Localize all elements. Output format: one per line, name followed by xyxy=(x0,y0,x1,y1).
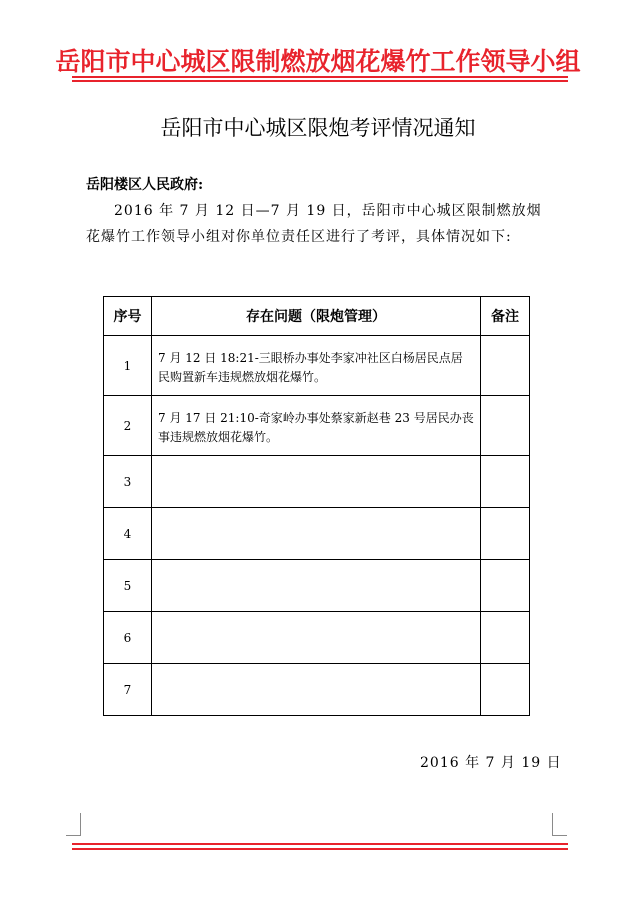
row-remark xyxy=(481,508,530,560)
crop-mark-right xyxy=(552,813,567,836)
row-issue xyxy=(152,560,481,612)
row-seq: 2 xyxy=(104,396,152,456)
row-seq: 3 xyxy=(104,456,152,508)
row-seq: 7 xyxy=(104,664,152,716)
table-row xyxy=(104,508,530,560)
crop-mark-left xyxy=(66,813,81,836)
row-issue-text: 7 月 17 日 21:10-奇家岭办事处蔡家新赵巷 23 号居民办丧事违规燃放烟花爆竹。 xyxy=(158,410,474,444)
salutation: 岳阳楼区人民政府: xyxy=(86,177,204,193)
row-issue xyxy=(152,508,481,560)
row-seq: 6 xyxy=(104,612,152,664)
row-issue-text: 7 月 12 日 18:21-三眼桥办事处李家冲社区白杨居民点居民购置新车违规燃放烟花爆竹。 xyxy=(158,350,463,384)
row-remark xyxy=(481,612,530,664)
row-remark xyxy=(481,336,530,396)
row-remark xyxy=(481,456,530,508)
header-issue: 存在问题（限炮管理） xyxy=(152,297,481,336)
row-seq: 1 xyxy=(104,336,152,396)
row-remark xyxy=(481,664,530,716)
body-paragraph: 2016 年 7 月 12 日—7 月 19 日，岳阳市中心城区限制燃放烟花爆竹工作领导小组对你单位责任区进行了考评，具体情况如下: xyxy=(86,203,542,245)
table-header-row xyxy=(104,297,530,336)
footer-red-rule-top xyxy=(72,843,568,845)
row-issue xyxy=(152,336,481,396)
document-title: 岳阳市中心城区限炮考评情况通知 xyxy=(160,116,476,140)
issue-date: 2016 年 7 月 19 日 xyxy=(420,755,562,771)
table-row xyxy=(104,456,530,508)
table-row xyxy=(104,664,530,716)
row-issue xyxy=(152,456,481,508)
issuing-organization-header: 岳阳市中心城区限制燃放烟花爆竹工作领导小组 xyxy=(55,47,581,76)
row-remark xyxy=(481,560,530,612)
header-seq: 序号 xyxy=(104,297,152,336)
header-red-rule-top xyxy=(72,76,568,78)
table-row xyxy=(104,396,530,456)
footer-red-rule-bottom xyxy=(72,848,568,850)
row-issue xyxy=(152,612,481,664)
table-row xyxy=(104,336,530,396)
header-remark: 备注 xyxy=(481,297,530,336)
review-table xyxy=(103,296,530,716)
row-seq: 4 xyxy=(104,508,152,560)
row-issue xyxy=(152,396,481,456)
row-issue xyxy=(152,664,481,716)
table-row xyxy=(104,612,530,664)
header-red-rule-bottom xyxy=(72,80,568,82)
table-row xyxy=(104,560,530,612)
row-remark xyxy=(481,396,530,456)
row-seq: 5 xyxy=(104,560,152,612)
